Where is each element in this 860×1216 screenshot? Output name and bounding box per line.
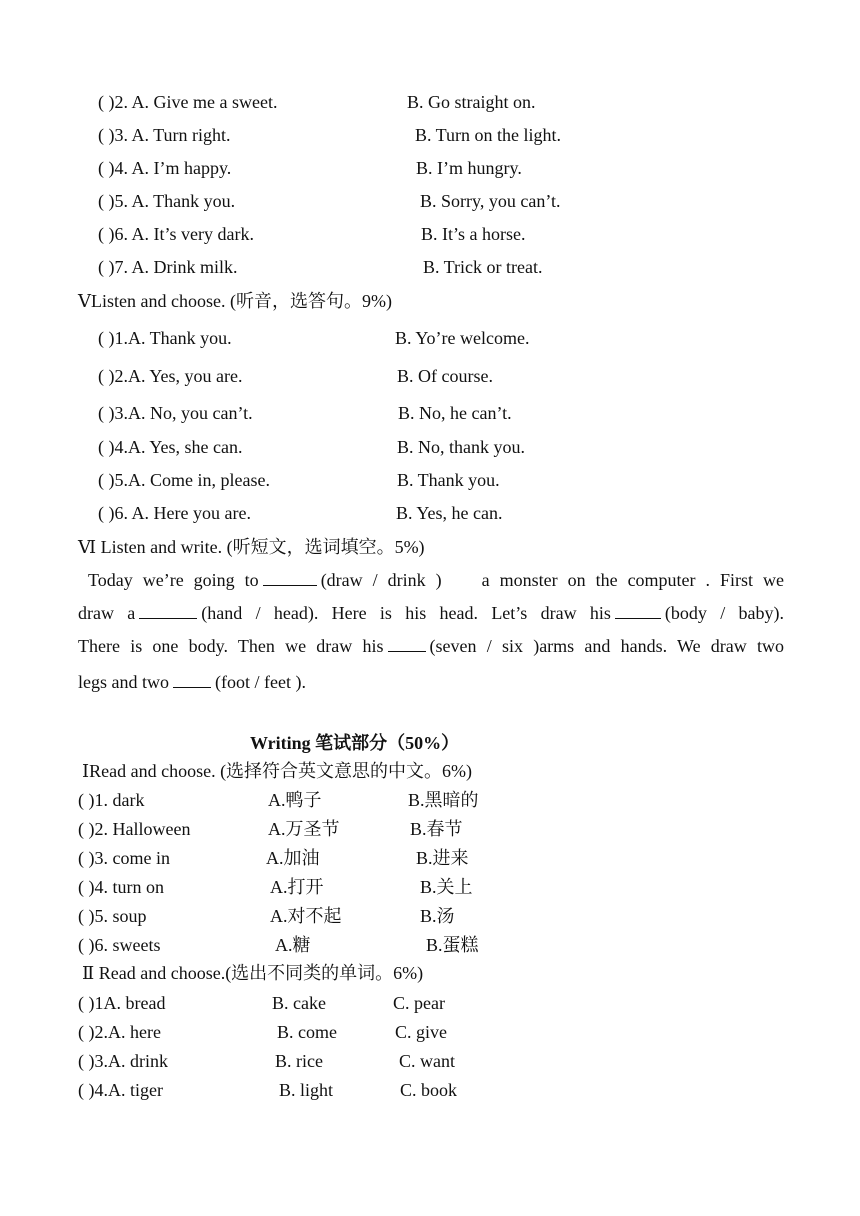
passage-text: (hand / head). Here is his head. Let’s draw his bbox=[201, 603, 611, 623]
option-a: A.糖 bbox=[275, 935, 311, 955]
option-b: B.春节 bbox=[410, 819, 463, 839]
section-heading: ⅠRead and choose. (选择符合英文意思的中文。6%) bbox=[82, 761, 473, 781]
option-b: B.关上 bbox=[420, 877, 473, 897]
question-item: ( )4. turn on bbox=[78, 877, 164, 897]
question-item: ( )3. A. Turn right. bbox=[98, 125, 231, 145]
fill-blank[interactable] bbox=[173, 669, 211, 688]
question-item: ( )1. dark bbox=[78, 790, 145, 810]
passage-text: (draw / drink ) bbox=[320, 570, 442, 590]
passage-text: There is one body. Then we draw his bbox=[78, 636, 384, 656]
passage-line bbox=[78, 669, 306, 693]
question-item: ( )5. A. Thank you. bbox=[98, 191, 236, 211]
question-item: ( )6. A. It’s very dark. bbox=[98, 224, 254, 244]
fill-blank[interactable] bbox=[263, 567, 317, 586]
option-b: B.进来 bbox=[416, 848, 469, 868]
fill-blank[interactable] bbox=[615, 600, 661, 619]
question-item: ( )6. A. Here you are. bbox=[98, 503, 251, 523]
option-c: C. give bbox=[395, 1022, 447, 1042]
option-a: A.鸭子 bbox=[268, 790, 322, 810]
fill-blank[interactable] bbox=[388, 633, 426, 652]
option-a: A.对不起 bbox=[270, 906, 342, 926]
question-item: ( )3. come in bbox=[78, 848, 170, 868]
fill-blank[interactable] bbox=[139, 600, 197, 619]
option-b: B. Thank you. bbox=[397, 470, 500, 490]
section-heading: ⅤListen and choose. (听音，选答句。9%) bbox=[78, 291, 392, 311]
option-b: B. Sorry, you can’t. bbox=[420, 191, 561, 211]
passage-text: Today we’re going to bbox=[88, 570, 259, 590]
question-item: ( )2.A. here bbox=[78, 1022, 161, 1042]
passage-text: draw a bbox=[78, 603, 136, 623]
option-b: B. come bbox=[277, 1022, 337, 1042]
option-b: B. It’s a horse. bbox=[421, 224, 526, 244]
option-a: A.打开 bbox=[270, 877, 324, 897]
option-c: C. want bbox=[399, 1051, 455, 1071]
option-b: B. I’m hungry. bbox=[416, 158, 522, 178]
question-item: ( )2.A. Yes, you are. bbox=[98, 366, 243, 386]
option-b: B.汤 bbox=[420, 906, 455, 926]
passage-text: (body / baby). bbox=[664, 603, 784, 623]
option-b: B. No, he can’t. bbox=[398, 403, 512, 423]
option-b: B. No, thank you. bbox=[397, 437, 525, 457]
option-a: A.万圣节 bbox=[268, 819, 340, 839]
question-item: ( )7. A. Drink milk. bbox=[98, 257, 238, 277]
question-item: ( )4.A. Yes, she can. bbox=[98, 437, 243, 457]
option-b: B. Of course. bbox=[397, 366, 493, 386]
passage-line bbox=[78, 564, 784, 597]
option-b: B. cake bbox=[272, 993, 326, 1013]
option-b: B. Yo’re welcome. bbox=[395, 328, 530, 348]
question-item: ( )3.A. No, you can’t. bbox=[98, 403, 253, 423]
option-b: B. rice bbox=[275, 1051, 323, 1071]
question-item: ( )2. Halloween bbox=[78, 819, 191, 839]
question-item: ( )4.A. tiger bbox=[78, 1080, 163, 1100]
option-b: B.黑暗的 bbox=[408, 790, 479, 810]
question-item: ( )5. soup bbox=[78, 906, 147, 926]
section-heading: Ⅵ Listen and write. (听短文，选词填空。5%) bbox=[78, 537, 425, 557]
page-title: Writing 笔试部分（50%） bbox=[250, 733, 460, 753]
passage-text: a monster on the computer . First we bbox=[481, 570, 785, 590]
passage-text: legs and two bbox=[78, 672, 169, 692]
question-item: ( )4. A. I’m happy. bbox=[98, 158, 232, 178]
question-item: ( )1A. bread bbox=[78, 993, 166, 1013]
option-b: B. light bbox=[279, 1080, 334, 1100]
option-b: B. Yes, he can. bbox=[396, 503, 503, 523]
question-item: ( )6. sweets bbox=[78, 935, 161, 955]
option-a: A.加油 bbox=[266, 848, 320, 868]
option-b: B. Turn on the light. bbox=[415, 125, 562, 145]
option-b: B.蛋糕 bbox=[426, 935, 479, 955]
passage-text: (foot / feet ). bbox=[214, 672, 306, 692]
passage-line bbox=[78, 597, 784, 630]
question-item: ( )2. A. Give me a sweet. bbox=[98, 92, 278, 112]
passage-text: (seven / six )arms and hands. We draw two bbox=[429, 636, 784, 656]
passage-line bbox=[78, 630, 784, 663]
option-c: C. pear bbox=[393, 993, 445, 1013]
question-item: ( )1.A. Thank you. bbox=[98, 328, 232, 348]
option-c: C. book bbox=[400, 1080, 458, 1100]
question-item: ( )3.A. drink bbox=[78, 1051, 168, 1071]
section-heading: Ⅱ Read and choose.(选出不同类的单词。6%) bbox=[82, 963, 424, 983]
question-item: ( )5.A. Come in, please. bbox=[98, 470, 270, 490]
option-b: B. Trick or treat. bbox=[423, 257, 543, 277]
option-b: B. Go straight on. bbox=[407, 92, 536, 112]
